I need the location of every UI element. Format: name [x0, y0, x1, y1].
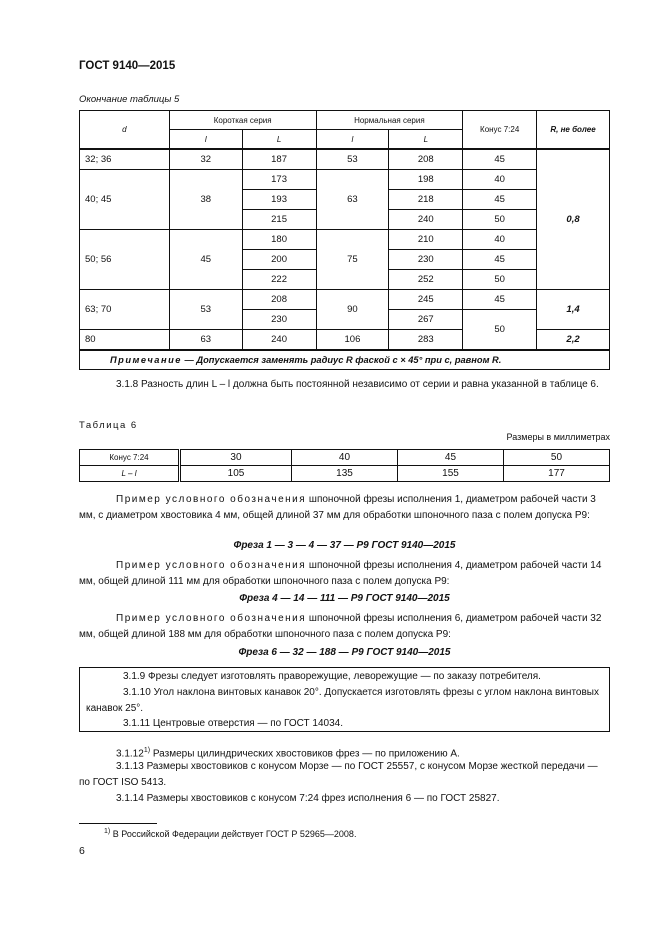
table-6 — [79, 449, 610, 482]
cell: 90 — [316, 290, 389, 330]
header-d: d — [80, 111, 170, 150]
designation-1: Фреза 1 — 3 — 4 — 37 — Р9 ГОСТ 9140—2015 — [233, 540, 456, 551]
cell: 187 — [242, 149, 316, 170]
cell: 50; 56 — [80, 230, 170, 290]
table-row — [80, 149, 610, 170]
cell-r: 2,2 — [537, 330, 610, 351]
designation-3: Фреза 6 — 32 — 188 — Р9 ГОСТ 9140—2015 — [238, 647, 451, 658]
example-1 — [79, 492, 610, 524]
cell: 173 — [242, 170, 316, 190]
cell: 63 — [316, 170, 389, 230]
table-row — [80, 450, 610, 466]
cell: 210 — [389, 230, 463, 250]
cell: 45 — [463, 250, 537, 270]
cell: 267 — [389, 310, 463, 330]
cell: 208 — [242, 290, 316, 310]
header-L-short: L — [242, 130, 316, 150]
table-5 — [79, 110, 610, 370]
cell: 198 — [389, 170, 463, 190]
cell: 30 — [180, 450, 292, 466]
cell: 155 — [397, 466, 503, 482]
page-number: 6 — [79, 845, 85, 857]
boxed-clauses — [79, 667, 610, 732]
row-label-length-diff: L – l — [80, 466, 180, 482]
paragraph-3-1-10: 3.1.10 Угол наклона винтовых канавок 20°. Допускается изготовлять фрезы с углом наклона винтовых канавок 25°. — [86, 687, 599, 714]
cell: 230 — [389, 250, 463, 270]
row-label-cone: Конус 7:24 — [80, 450, 180, 466]
cell: 240 — [242, 330, 316, 351]
clause-text: Размеры цилиндрических хвостовиков фрез — по приложению А. — [150, 748, 460, 760]
paragraph-3-1-11: 3.1.11 Центровые отверстия — по ГОСТ 14034. — [123, 718, 343, 729]
table-note-row — [80, 350, 610, 370]
paragraph-3-1-9: 3.1.9 Фрезы следует изготовлять праворежущие, леворежущие — по заказу потребителя. — [123, 671, 541, 682]
cell: 200 — [242, 250, 316, 270]
table-row — [80, 230, 610, 250]
paragraph-3-1-14: 3.1.14 Размеры хвостовиков с конусом 7:24 фрез исполнения 6 — по ГОСТ 25827. — [116, 793, 500, 804]
cell: 283 — [389, 330, 463, 351]
cell: 38 — [169, 170, 242, 230]
table6-caption: Таблица 6 — [79, 420, 138, 431]
cell: 32 — [169, 149, 242, 170]
cell: 105 — [180, 466, 292, 482]
document-header: ГОСТ 9140—2015 — [79, 60, 176, 72]
cell: 50 — [503, 450, 609, 466]
header-short-series: Короткая серия — [169, 111, 316, 130]
example-text: шпоночной фрезы исполнения 6, диаметром рабочей части 32 мм, общей длиной 188 мм для обработки шпоночного паза с полем допуска Р9: — [79, 613, 602, 640]
cell: 215 — [242, 210, 316, 230]
cell: 32; 36 — [80, 149, 170, 170]
cell: 50 — [463, 310, 537, 351]
cell-r: 1,4 — [537, 290, 610, 330]
cell: 45 — [463, 290, 537, 310]
cell: 245 — [389, 290, 463, 310]
cell: 135 — [291, 466, 397, 482]
cell: 50 — [463, 210, 537, 230]
example-text: шпоночной фрезы исполнения 4, диаметром рабочей части 14 мм, общей длиной 111 мм для обработки шпоночного паза с полем допуска Р9: — [79, 560, 602, 587]
cell: 50 — [463, 270, 537, 290]
cell: 193 — [242, 190, 316, 210]
cell: 177 — [503, 466, 609, 482]
clause-number: 3.1.12 — [116, 748, 144, 760]
footnote-ref: 1) — [143, 747, 151, 754]
header-l-short: l — [169, 130, 242, 150]
footnote-mark: 1) — [104, 828, 111, 835]
cell: 53 — [316, 149, 389, 170]
cell: 180 — [242, 230, 316, 250]
cell: 63; 70 — [80, 290, 170, 330]
example-text: шпоночной фрезы исполнения 1, диаметром рабочей части 3 мм, с диаметром хвостовика 4 мм, общей длиной 37 мм для обработки шпоночного паза с полем допуска Р9: — [79, 494, 596, 521]
cell: 230 — [242, 310, 316, 330]
header-L-normal: L — [389, 130, 463, 150]
cell: 222 — [242, 270, 316, 290]
table-row — [80, 290, 610, 310]
table6-units: Размеры в миллиметрах — [506, 432, 610, 442]
cell: 45 — [169, 230, 242, 290]
cell: 45 — [463, 190, 537, 210]
table-note — [80, 350, 610, 370]
cell: 40; 45 — [80, 170, 170, 230]
example-3 — [79, 611, 610, 643]
cell: 40 — [463, 230, 537, 250]
header-r: R, не более — [537, 111, 610, 150]
cell-r: 0,8 — [537, 149, 610, 290]
footnote-divider — [79, 823, 157, 824]
cell: 63 — [169, 330, 242, 351]
cell: 208 — [389, 149, 463, 170]
cell: 40 — [291, 450, 397, 466]
paragraph-3-1-8: 3.1.8 Разность длин L – l должна быть постоянной независимо от серии и равна указанной в таблице 6. — [116, 379, 599, 390]
header-l-normal: l — [316, 130, 389, 150]
cell: 45 — [397, 450, 503, 466]
example-lead: Пример условного обозначения — [116, 494, 307, 505]
header-normal-series: Нормальная серия — [316, 111, 463, 130]
cell: 80 — [80, 330, 170, 351]
designation-2: Фреза 4 — 14 — 111 — Р9 ГОСТ 9140—2015 — [239, 593, 450, 604]
table-row — [80, 170, 610, 190]
cell: 53 — [169, 290, 242, 330]
table5-caption: Окончание таблицы 5 — [79, 94, 180, 105]
header-cone: Конус 7:24 — [463, 111, 537, 150]
note-text: — Допускается заменять радиус R фаской с × 45° при с, равном R. — [181, 355, 502, 365]
cell: 240 — [389, 210, 463, 230]
note-label: Примечание — [110, 355, 182, 365]
footnote-text: В Российской Федерации действует ГОСТ Р 52965—2008. — [110, 829, 357, 839]
cell: 218 — [389, 190, 463, 210]
example-2 — [79, 558, 610, 590]
cell: 40 — [463, 170, 537, 190]
cell: 252 — [389, 270, 463, 290]
table-row — [80, 466, 610, 482]
cell: 106 — [316, 330, 389, 351]
example-lead: Пример условного обозначения — [116, 560, 307, 571]
example-lead: Пример условного обозначения — [116, 613, 307, 624]
paragraph-3-1-13: 3.1.13 Размеры хвостовиков с конусом Морзе — по ГОСТ 25557, с конусом Морзе жесткой передачи — по ГОСТ ISO 5413. — [79, 761, 598, 788]
footnote — [104, 828, 356, 839]
cell: 45 — [463, 149, 537, 170]
cell: 75 — [316, 230, 389, 290]
